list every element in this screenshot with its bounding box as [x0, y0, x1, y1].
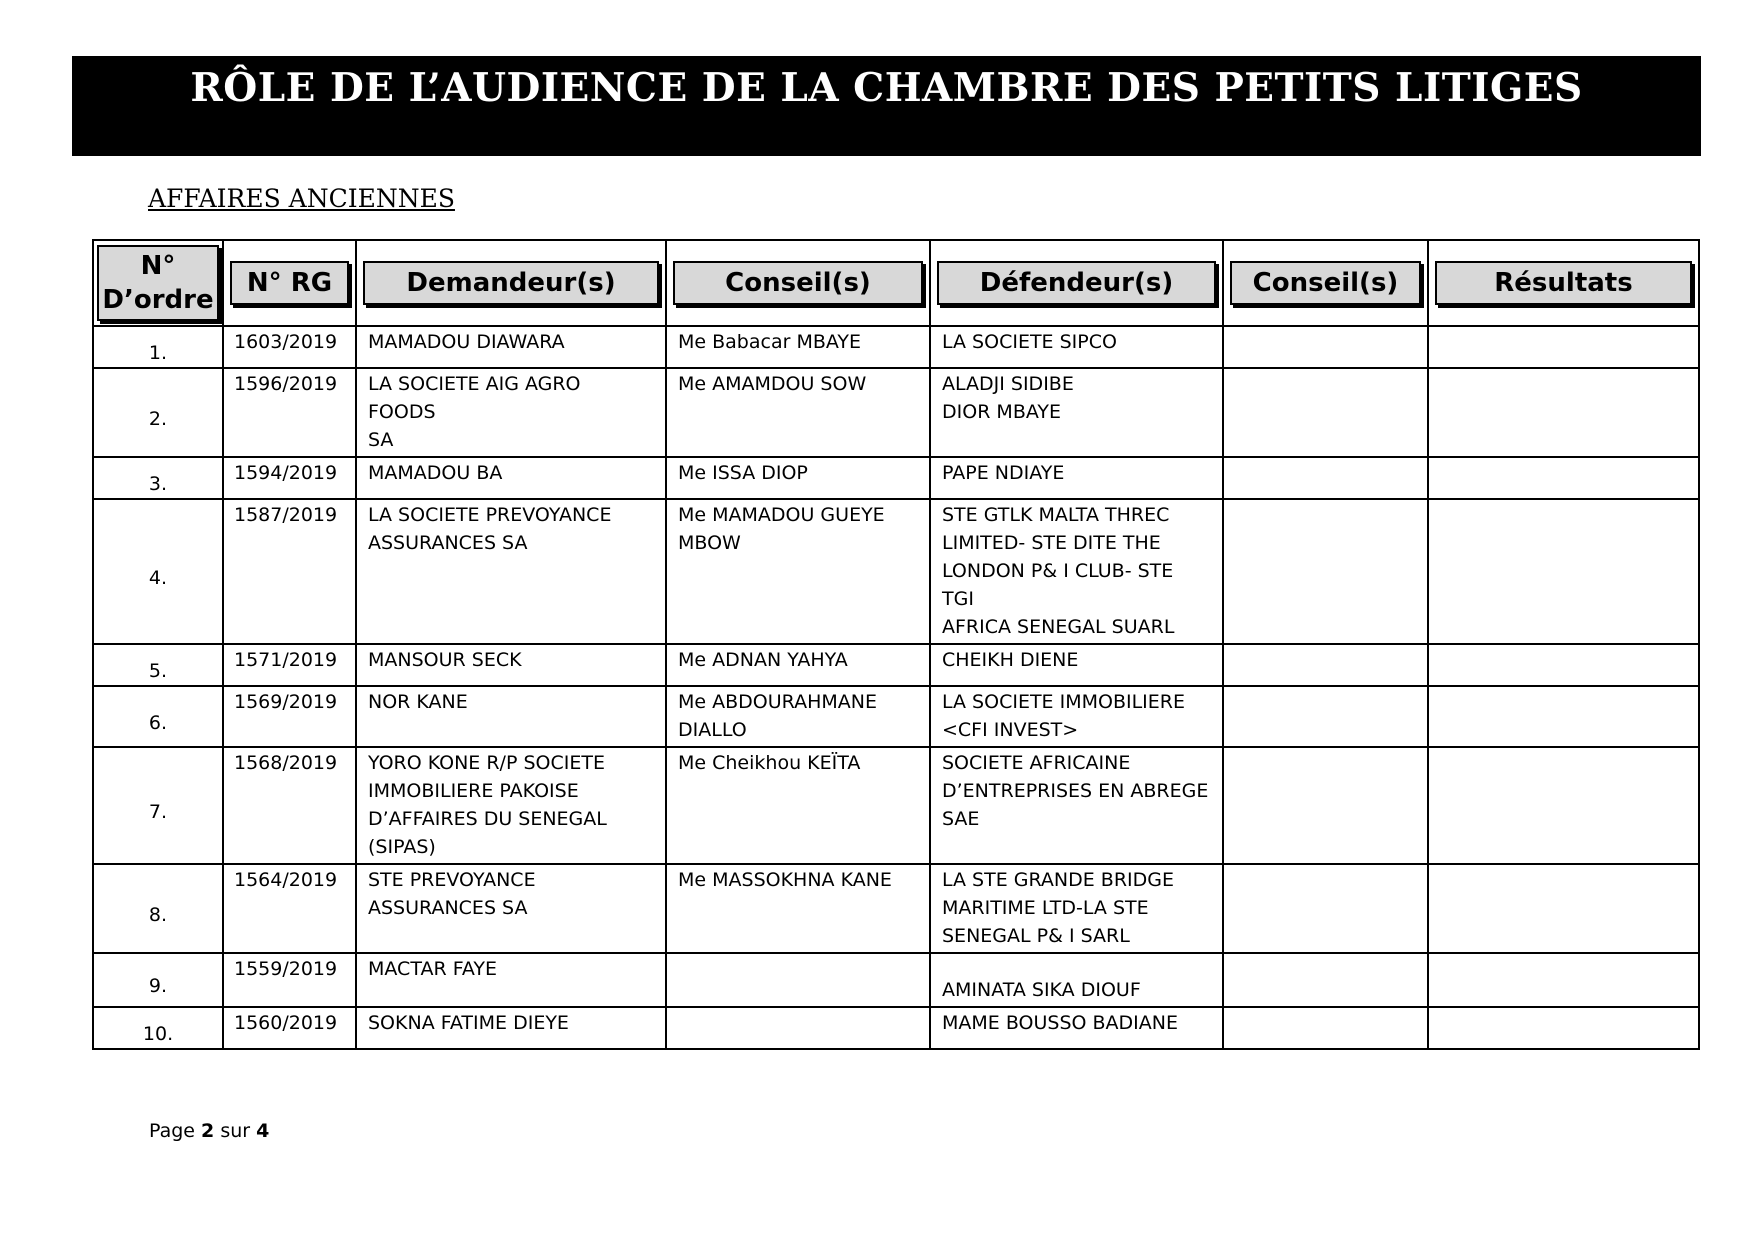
section-title: AFFAIRES ANCIENNES	[148, 184, 455, 213]
defendant-counsel-cell	[1223, 368, 1428, 457]
table-row	[93, 326, 1699, 368]
results-cell	[1428, 644, 1699, 686]
defendant-cell: AMINATA SIKA DIOUF	[930, 953, 1223, 1007]
order-number-cell: 3.	[93, 457, 223, 499]
order-number-cell: 10.	[93, 1007, 223, 1049]
plaintiff-cell: LA SOCIETE PREVOYANCE ASSURANCES SA	[356, 499, 666, 644]
plaintiff-counsel-cell: Me ABDOURAHMANE DIALLO	[666, 686, 930, 747]
plaintiff-counsel-cell	[666, 1007, 930, 1049]
header-defendant-counsel: Conseil(s)	[1223, 240, 1428, 326]
results-cell	[1428, 686, 1699, 747]
rg-number-cell: 1568/2019	[223, 747, 356, 864]
plaintiff-cell: NOR KANE	[356, 686, 666, 747]
footer-page-number: 2	[201, 1120, 215, 1142]
plaintiff-counsel-cell: Me MASSOKHNA KANE	[666, 864, 930, 953]
results-cell	[1428, 368, 1699, 457]
order-number-cell: 1.	[93, 326, 223, 368]
results-cell	[1428, 864, 1699, 953]
page-footer	[149, 1120, 269, 1142]
table-row	[93, 644, 1699, 686]
defendant-counsel-cell	[1223, 864, 1428, 953]
header-rg-number: N° RG	[223, 240, 356, 326]
plaintiff-cell: YORO KONE R/P SOCIETE IMMOBILIERE PAKOISE D’AFFAIRES DU SENEGAL (SIPAS)	[356, 747, 666, 864]
plaintiff-counsel-cell: Me Cheikhou KEÏTA	[666, 747, 930, 864]
rg-number-cell: 1587/2019	[223, 499, 356, 644]
order-number-cell: 5.	[93, 644, 223, 686]
rg-number-cell: 1569/2019	[223, 686, 356, 747]
plaintiff-counsel-cell: Me AMAMDOU SOW	[666, 368, 930, 457]
order-number-cell: 9.	[93, 953, 223, 1007]
defendant-counsel-cell	[1223, 326, 1428, 368]
defendant-cell: MAME BOUSSO BADIANE	[930, 1007, 1223, 1049]
table-header-row	[93, 240, 1699, 326]
defendant-counsel-cell	[1223, 953, 1428, 1007]
plaintiff-cell: MACTAR FAYE	[356, 953, 666, 1007]
footer-middle: sur	[220, 1120, 251, 1142]
plaintiff-counsel-cell: Me Babacar MBAYE	[666, 326, 930, 368]
defendant-counsel-cell	[1223, 499, 1428, 644]
order-number-cell: 7.	[93, 747, 223, 864]
header-results: Résultats	[1428, 240, 1699, 326]
defendant-cell: PAPE NDIAYE	[930, 457, 1223, 499]
plaintiff-counsel-cell: Me ADNAN YAHYA	[666, 644, 930, 686]
header-order-number-box: N° D’ordre	[97, 245, 219, 321]
rg-number-cell: 1596/2019	[223, 368, 356, 457]
plaintiff-cell: STE PREVOYANCE ASSURANCES SA	[356, 864, 666, 953]
header-plaintiff: Demandeur(s)	[356, 240, 666, 326]
results-cell	[1428, 457, 1699, 499]
table-row	[93, 747, 1699, 864]
header-order-number	[93, 240, 223, 326]
defendant-counsel-cell	[1223, 644, 1428, 686]
plaintiff-cell: MAMADOU BA	[356, 457, 666, 499]
order-number-cell: 6.	[93, 686, 223, 747]
rg-number-cell: 1571/2019	[223, 644, 356, 686]
defendant-cell: ALADJI SIDIBE DIOR MBAYE	[930, 368, 1223, 457]
plaintiff-counsel-cell: Me ISSA DIOP	[666, 457, 930, 499]
title-banner	[72, 56, 1701, 156]
defendant-counsel-cell	[1223, 686, 1428, 747]
plaintiff-counsel-cell	[666, 953, 930, 1007]
footer-prefix: Page	[149, 1120, 195, 1142]
results-cell	[1428, 499, 1699, 644]
results-cell	[1428, 326, 1699, 368]
defendant-cell: SOCIETE AFRICAINE D’ENTREPRISES EN ABREGE SAE	[930, 747, 1223, 864]
table-row	[93, 368, 1699, 457]
plaintiff-cell: MANSOUR SECK	[356, 644, 666, 686]
results-cell	[1428, 1007, 1699, 1049]
rg-number-cell: 1560/2019	[223, 1007, 356, 1049]
rg-number-cell: 1603/2019	[223, 326, 356, 368]
table-row	[93, 1007, 1699, 1049]
defendant-counsel-cell	[1223, 747, 1428, 864]
results-cell	[1428, 747, 1699, 864]
defendant-counsel-cell	[1223, 1007, 1428, 1049]
plaintiff-cell: MAMADOU DIAWARA	[356, 326, 666, 368]
header-defendant: Défendeur(s)	[930, 240, 1223, 326]
plaintiff-counsel-cell: Me MAMADOU GUEYE MBOW	[666, 499, 930, 644]
defendant-cell: LA SOCIETE IMMOBILIERE <CFI INVEST>	[930, 686, 1223, 747]
table-row	[93, 499, 1699, 644]
plaintiff-cell: SOKNA FATIME DIEYE	[356, 1007, 666, 1049]
page-title: RÔLE DE L’AUDIENCE DE LA CHAMBRE DES PETITS LITIGES	[190, 65, 1583, 111]
rg-number-cell: 1594/2019	[223, 457, 356, 499]
defendant-cell: LA STE GRANDE BRIDGE MARITIME LTD-LA STE SENEGAL P& I SARL	[930, 864, 1223, 953]
hearing-schedule-table	[92, 239, 1700, 1050]
defendant-cell: CHEIKH DIENE	[930, 644, 1223, 686]
header-plaintiff-counsel: Conseil(s)	[666, 240, 930, 326]
defendant-cell: STE GTLK MALTA THREC LIMITED- STE DITE THE LONDON P& I CLUB- STE TGI AFRICA SENEGAL SUARL	[930, 499, 1223, 644]
defendant-cell: LA SOCIETE SIPCO	[930, 326, 1223, 368]
plaintiff-cell: LA SOCIETE AIG AGRO FOODS SA	[356, 368, 666, 457]
order-number-cell: 4.	[93, 499, 223, 644]
defendant-counsel-cell	[1223, 457, 1428, 499]
order-number-cell: 2.	[93, 368, 223, 457]
rg-number-cell: 1559/2019	[223, 953, 356, 1007]
table-row	[93, 686, 1699, 747]
order-number-cell: 8.	[93, 864, 223, 953]
rg-number-cell: 1564/2019	[223, 864, 356, 953]
table-body	[93, 326, 1699, 1049]
table-row	[93, 864, 1699, 953]
table-row	[93, 953, 1699, 1007]
footer-page-total: 4	[256, 1120, 270, 1142]
results-cell	[1428, 953, 1699, 1007]
table-row	[93, 457, 1699, 499]
